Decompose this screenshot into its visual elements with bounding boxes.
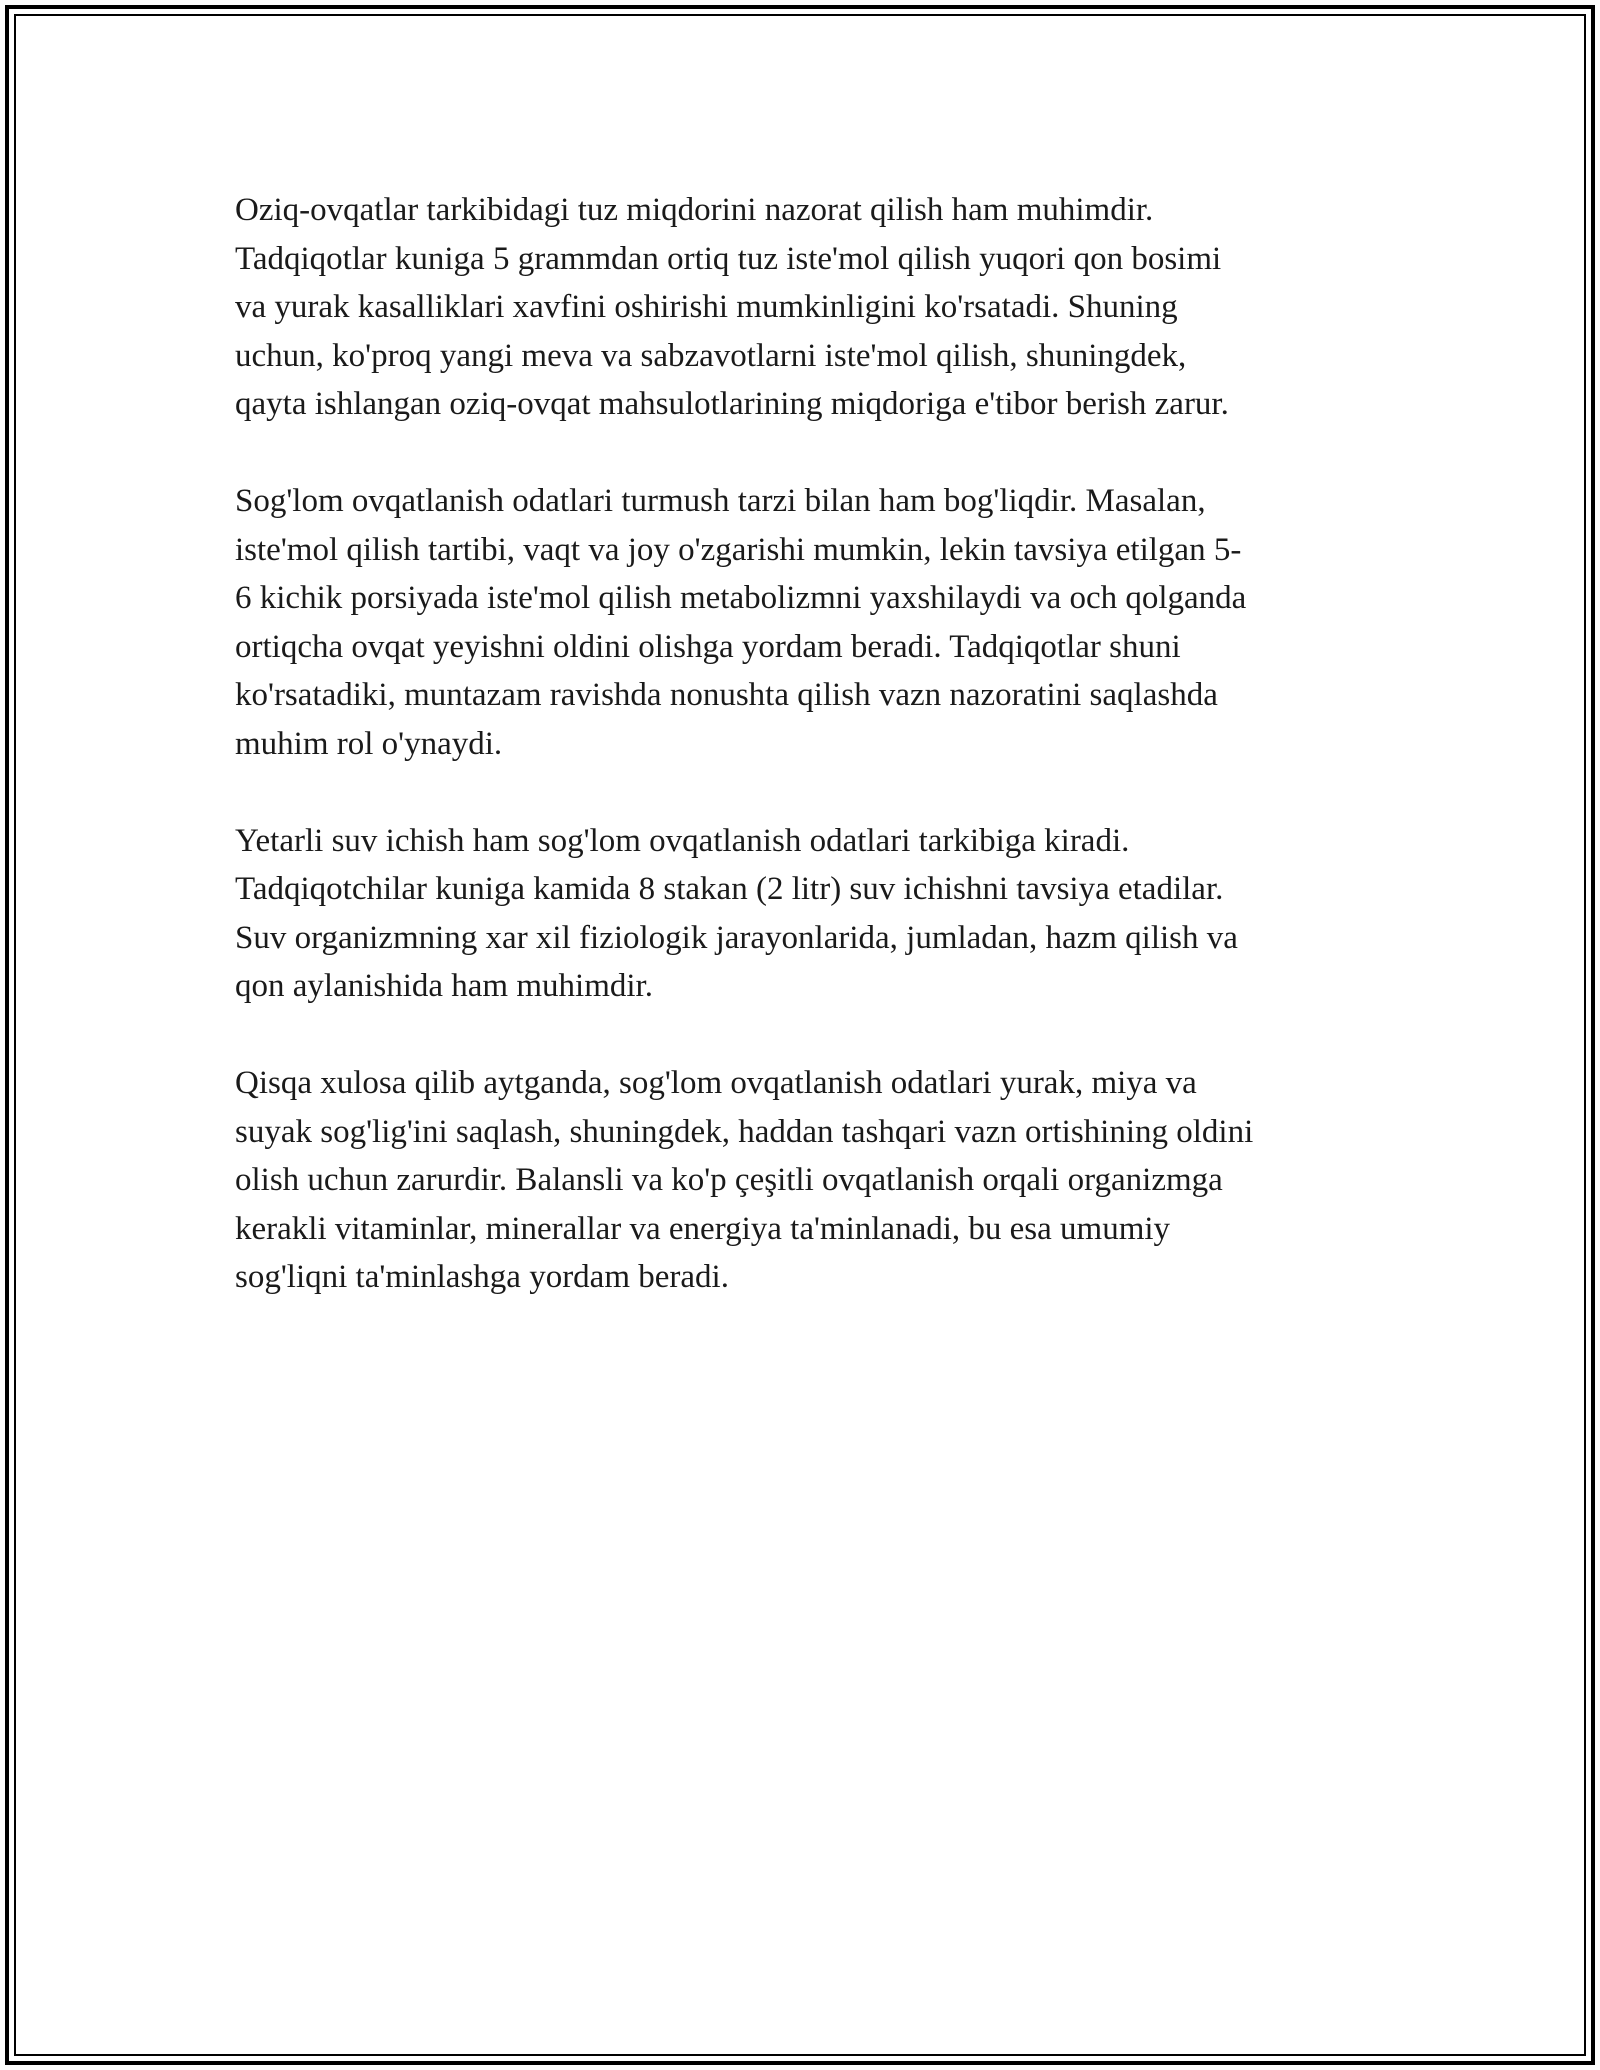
text-line: Sog'lom ovqatlanish odatlari turmush tarzi bilan ham bog'liqdir. Masalan, bbox=[235, 483, 1206, 519]
text-line: qon aylanishida ham muhimdir. bbox=[235, 968, 653, 1004]
text-line: Yetarli suv ichish ham sog'lom ovqatlanish odatlari tarkibiga kiradi. bbox=[235, 822, 1130, 859]
text-line: kerakli vitaminlar, minerallar va energiya ta'minlanadi, bu esa umumiy bbox=[235, 1210, 1171, 1247]
text-line: uchun, ko'proq yangi meva va sabzavotlarni iste'mol qilish, shuningdek, bbox=[235, 337, 1187, 374]
text-line: muhim rol o'ynaydi. bbox=[235, 725, 503, 762]
text-line: suyak sog'lig'ini saqlash, shuningdek, haddan tashqari vazn ortishining oldini bbox=[235, 1113, 1254, 1150]
text-line: Tadqiqotlar kuniga 5 grammdan ortiq tuz iste'mol qilish yuqori qon bosimi bbox=[235, 240, 1222, 277]
paragraph-conclusion bbox=[235, 1059, 1375, 1302]
paragraph-eating-habits bbox=[235, 477, 1375, 768]
text-line: Tadqiqotchilar kuniga kamida 8 stakan (2 litr) suv ichishni tavsiya etadilar. bbox=[235, 871, 1224, 907]
text-line: ko'rsatadiki, muntazam ravishda nonushta qilish vazn nazoratini saqlashda bbox=[235, 677, 1218, 713]
document-body bbox=[235, 186, 1375, 1350]
text-line: Oziq-ovqatlar tarkibidagi tuz miqdorini nazorat qilish ham muhimdir. bbox=[235, 192, 1154, 228]
text-line: iste'mol qilish tartibi, vaqt va joy o'zgarishi mumkin, lekin tavsiya etilgan 5- bbox=[235, 531, 1242, 568]
paragraph-water-intake bbox=[235, 817, 1375, 1011]
text-line: ortiqcha ovqat yeyishni oldini olishga yordam beradi. Tadqiqotlar shuni bbox=[235, 628, 1181, 665]
text-line: 6 kichik porsiyada iste'mol qilish metabolizmni yaxshilaydi va och qolganda bbox=[235, 580, 1247, 616]
text-line: qayta ishlangan oziq-ovqat mahsulotlarining miqdoriga e'tibor berish zarur. bbox=[235, 386, 1229, 422]
text-line: Suv organizmning xar xil fiziologik jarayonlarida, jumladan, hazm qilish va bbox=[235, 919, 1238, 956]
text-line: sog'liqni ta'minlashga yordam beradi. bbox=[235, 1259, 729, 1295]
paragraph-salt-intake bbox=[235, 186, 1375, 429]
text-line: va yurak kasalliklari xavfini oshirishi mumkinligini ko'rsatadi. Shuning bbox=[235, 289, 1178, 325]
text-line: Qisqa xulosa qilib aytganda, sog'lom ovqatlanish odatlari yurak, miya va bbox=[235, 1065, 1197, 1101]
text-line: olish uchun zarurdir. Balansli va ko'p çeşitli ovqatlanish orqali organizmga bbox=[235, 1162, 1223, 1198]
